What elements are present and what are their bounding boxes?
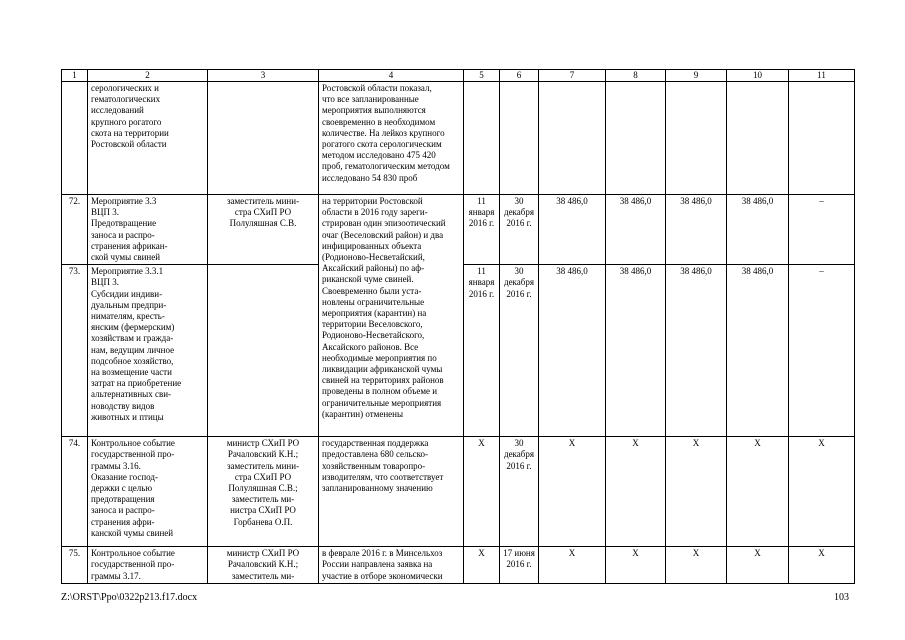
responsible-cell: министр СХиП РО Рачаловский К.Н.; заместитель мини- стра СХиП РО Полуляшная С.В.; заместитель ми- нистра СХиП РО Горбанева О.П. (208, 437, 319, 547)
value-cell: X (539, 437, 606, 547)
column-number: 10 (727, 70, 789, 82)
result-cell: Ростовской области показал, что все запланированные мероприятия выполняются своевременно в необходимом количестве. На лейкоз крупного рогатого скота серологическим методом исследовано 475 420 проб, гематологическим методом исследовано 54 830 проб (319, 82, 464, 195)
value-cell: 38 486,0 (666, 265, 727, 437)
value-cell: X (666, 437, 727, 547)
responsible-cell (208, 82, 319, 195)
table-row-74 (62, 437, 855, 547)
row-number-cell (62, 82, 88, 195)
value-cell: X (666, 547, 727, 584)
value-cell: X (789, 437, 855, 547)
value-cell (666, 82, 727, 195)
start-date-cell: 11 января 2016 г. (464, 195, 500, 265)
result-cell: в феврале 2016 г. в Минсельхоз России направлена заявка на участие в отборе экономически (319, 547, 464, 584)
column-number: 3 (208, 70, 319, 82)
end-date-cell (500, 82, 539, 195)
responsible-cell: заместитель мини- стра СХиП РО Полуляшная С.В. (208, 195, 319, 265)
end-date-cell: 30 декабря 2016 г. (500, 437, 539, 547)
column-number: 7 (539, 70, 606, 82)
column-number: 6 (500, 70, 539, 82)
report-table (61, 69, 855, 584)
value-cell: – (789, 265, 855, 437)
column-number: 8 (606, 70, 666, 82)
end-date-cell: 17 июня 2016 г. (500, 547, 539, 584)
result-cell: на территории Ростовской области в 2016 году зареги- стрирован один эпизоотический очаг (Веселовский район) и два инфицированных объекта (Родионово-Несветайский, Аксайский районы) по аф- риканской чуме свиней. Своевременно были уста- новлены ограничительные мероприятия (карантин) на территории Веселовского, Родионово-Несветайского, Аксайского районов. Все необходимые мероприятия по ликвидации африканской чумы свиней на территориях районов проведены в полном объеме и ограничительные мероприятия (карантин) отменены (319, 195, 464, 437)
value-cell (727, 82, 789, 195)
end-date-cell: 30 декабря 2016 г. (500, 195, 539, 265)
value-cell: 38 486,0 (539, 195, 606, 265)
value-cell: 38 486,0 (727, 265, 789, 437)
column-number-row (62, 70, 855, 82)
table-row-continuation (62, 82, 855, 195)
value-cell: X (727, 547, 789, 584)
file-path-footer: Z:\ORST\Ppo\0322p213.f17.docx (61, 592, 198, 603)
value-cell: 38 486,0 (539, 265, 606, 437)
value-cell (539, 82, 606, 195)
activity-cell: Мероприятие 3.3.1 ВЦП 3. Субсидии индиви- дуальным предпри- нимателям, кресть- янским (фермерским) хозяйствам и гражда- нам, ведущим личное подсобное хозяйство, на возмещение части затрат на приобретение альтернативных сви- новодству видов животных и птицы (88, 265, 208, 437)
value-cell: 38 486,0 (606, 265, 666, 437)
activity-cell: Контрольное событие государственной про- граммы 3.16. Оказание господ- держки с целью предотвращения заноса и распро- странения афри- канской чумы свиней (88, 437, 208, 547)
responsible-cell: министр СХиП РО Рачаловский К.Н.; заместитель ми- (208, 547, 319, 584)
result-cell: государственная поддержка предоставлена 680 сельско- хозяйственным товаропро- изводителям, что соответствует запланированному значению (319, 437, 464, 547)
value-cell: X (606, 437, 666, 547)
value-cell (606, 82, 666, 195)
row-number-cell: 75. (62, 547, 88, 584)
responsible-cell (208, 265, 319, 437)
activity-cell: серологических и гематологических исследований крупного рогатого скота на территории Ростовской области (88, 82, 208, 195)
column-number: 1 (62, 70, 88, 82)
value-cell: 38 486,0 (727, 195, 789, 265)
column-number: 5 (464, 70, 500, 82)
value-cell: X (789, 547, 855, 584)
start-date-cell: 11 января 2016 г. (464, 265, 500, 437)
start-date-cell: X (464, 547, 500, 584)
end-date-cell: 30 декабря 2016 г. (500, 265, 539, 437)
row-number-cell: 72. (62, 195, 88, 265)
table-row-75 (62, 547, 855, 584)
row-number-cell: 74. (62, 437, 88, 547)
value-cell: – (789, 195, 855, 265)
table-row-72 (62, 195, 855, 265)
start-date-cell: X (464, 437, 500, 547)
row-number-cell: 73. (62, 265, 88, 437)
column-number: 9 (666, 70, 727, 82)
value-cell: 38 486,0 (606, 195, 666, 265)
page-number: 103 (834, 592, 849, 603)
column-number: 2 (88, 70, 208, 82)
start-date-cell (464, 82, 500, 195)
column-number: 11 (789, 70, 855, 82)
value-cell: 38 486,0 (666, 195, 727, 265)
value-cell: X (727, 437, 789, 547)
value-cell: X (606, 547, 666, 584)
column-number: 4 (319, 70, 464, 82)
activity-cell: Мероприятие 3.3 ВЦП 3. Предотвращение заноса и распро- странения африкан- ской чумы свиней (88, 195, 208, 265)
value-cell (789, 82, 855, 195)
activity-cell: Контрольное событие государственной про- граммы 3.17. (88, 547, 208, 584)
value-cell: X (539, 547, 606, 584)
